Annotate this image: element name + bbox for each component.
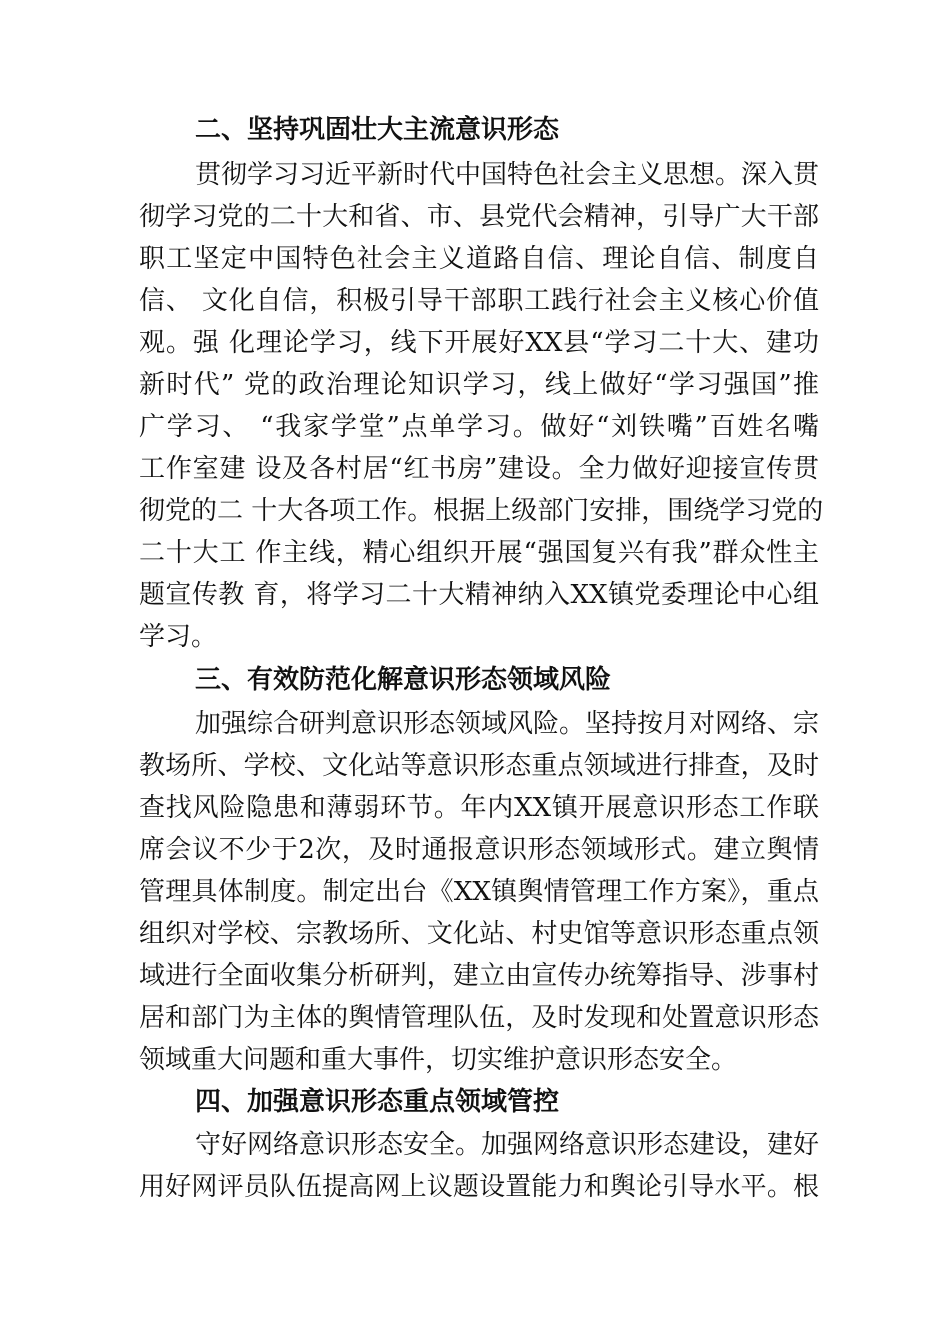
paragraph-line: 领域重大问题和重大事件，切实维护意识形态安全。 (139, 1045, 738, 1075)
paragraph-line: 彻党的二 十大各项工作。根据上级部门安排，围绕学习党的 (139, 496, 824, 526)
section-heading: 三、有效防范化解意识形态领域风险 (195, 665, 612, 695)
section-heading: 二、坚持巩固壮大主流意识形态 (195, 115, 560, 145)
paragraph-line: 二十大工 作主线，精心组织开展“强国复兴有我”群众性主 (139, 538, 819, 568)
paragraph-line: 职工坚定中国特色社会主义道路自信、理论自信、制度自 (139, 244, 819, 274)
paragraph-line: 加强综合研判意识形态领域风险。坚持按月对网络、宗 (195, 709, 820, 739)
paragraph-line: 管理具体制度。制定出台《XX镇舆情管理工作方案》，重点 (139, 877, 819, 907)
paragraph-line: 居和部门为主体的舆情管理队伍，及时发现和处置意识形态 (139, 1003, 819, 1033)
paragraph-line: 教场所、学校、文化站等意识形态重点领域进行排查，及时 (139, 751, 819, 781)
paragraph-line: 广学习、 “我家学堂”点单学习。做好“刘铁嘴”百姓名嘴 (139, 412, 819, 442)
paragraph-line: 席会议不少于2次，及时通报意识形态领域形式。建立舆情 (139, 835, 819, 865)
paragraph-line: 查找风险隐患和薄弱环节。年内XX镇开展意识形态工作联 (139, 793, 819, 823)
paragraph-line: 用好网评员队伍提高网上议题设置能力和舆论引导水平。根 (139, 1172, 819, 1202)
paragraph-line: 题宣传教 育，将学习二十大精神纳入XX镇党委理论中心组 (139, 580, 819, 610)
paragraph-line: 域进行全面收集分析研判，建立由宣传办统筹指导、涉事村 (139, 961, 819, 991)
paragraph-line: 学习。 (139, 622, 218, 652)
paragraph-line: 守好网络意识形态安全。加强网络意识形态建设，建好 (195, 1130, 820, 1160)
paragraph-line: 组织对学校、宗教场所、文化站、村史馆等意识形态重点领 (139, 919, 819, 949)
paragraph-line: 贯彻学习习近平新时代中国特色社会主义思想。深入贯 (195, 160, 820, 190)
section-heading: 四、加强意识形态重点领域管控 (195, 1087, 560, 1117)
paragraph-line: 信、 文化自信，积极引导干部职工践行社会主义核心价值 (139, 286, 819, 316)
paragraph-line: 新时代” 党的政治理论知识学习，线上做好“学习强国”推 (139, 370, 819, 400)
paragraph-line: 观。强 化理论学习，线下开展好XX县“学习二十大、建功 (139, 328, 819, 358)
paragraph-line: 彻学习党的二十大和省、市、县党代会精神，引导广大干部 (139, 202, 819, 232)
paragraph-line: 工作室建 设及各村居“红书房”建设。全力做好迎接宣传贯 (139, 454, 819, 484)
